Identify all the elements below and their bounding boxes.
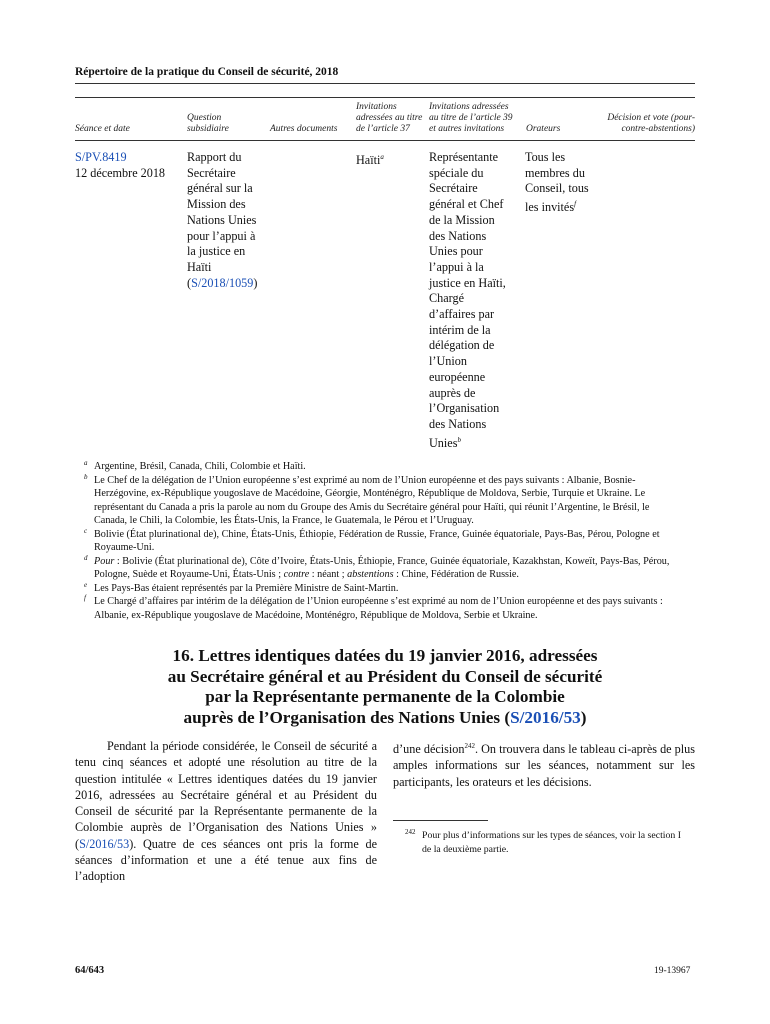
- page-footnote-rule: [393, 820, 488, 821]
- footnote-d: d Pour : Bolivie (État plurinational de), Côte d’Ivoire, États-Unis, Éthiopie, France, Guinée équatoriale, Kazakhstan, Koweït, Pays-Bas, Pérou, Pologne, Suède et Royaume-Uni, États-Unis ; contre : néant ; abstentions : Chine, Fédération de Russie.: [84, 553, 670, 580]
- footnote-ref-a: a: [380, 153, 384, 161]
- col-header-autres-documents: Autres documents: [270, 124, 338, 134]
- table-footnotes: [75, 460, 685, 622]
- seance-cell: [75, 150, 165, 181]
- page-footnote: 242 Pour plus d’informations sur les types de séances, voir la section I de la deuxième partie.: [405, 828, 682, 855]
- footnote-b: b Le Chef de la délégation de l’Union européenne s’est exprimé au nom de l’Union européenne et des pays suivants : Albanie, Bosnie-Herzégovine, ex-République yougoslave de Macédoine, Géorgie, Monténégro, République de Moldova, Serbie, Turquie et Ukraine. Le représentant du Canada a pris la parole au nom du Groupe des Amis du Secrétaire général pour Haïti, qui réunit l’Argentine, le Brésil, le Canada, le Chili, la Colombie, les États-Unis, la France, le Guatemala, le Pérou et l’Uruguay.: [84, 472, 650, 526]
- col-header-orateurs: Orateurs: [526, 124, 561, 134]
- col-header-question: Question subsidiaire: [187, 113, 229, 134]
- page-number: 64/643: [75, 965, 105, 976]
- body-paragraph-right: d’une décision$^{242}$. On trouvera dans le tableau ci-après de plus amples informations sur les séances, notamment sur les participants, les orateurs et les décisions.: [393, 742, 695, 789]
- footnote-a: a Argentine, Brésil, Canada, Chili, Colombie et Haïti.: [84, 459, 306, 472]
- document-code: 19-13967: [654, 966, 691, 976]
- body-document-link[interactable]: S/2016/53: [79, 836, 130, 851]
- footnote-ref-242: 242: [464, 742, 475, 750]
- seance-date: 12 décembre 2018: [75, 165, 166, 180]
- report-document-link[interactable]: S/2018/1059: [191, 275, 254, 290]
- footnote-ref-b: b: [457, 435, 461, 444]
- col-header-invitations-37: Invitations adressées au titre de l’article 37: [356, 102, 423, 134]
- table-header-rule: [75, 140, 695, 141]
- col-header-invitations-39: Invitations adressées au titre de l’article 39 et autres invitations: [429, 102, 513, 134]
- running-header: Répertoire de la pratique du Conseil de sécurité, 2018: [75, 66, 339, 78]
- section-heading: 16. Lettres identiques datées du 19 janvier 2016, adressées au Secrétaire général et au Président du Conseil de sécurité par la Représentante permanente de la Colombie auprès de l’Organisation des Nations Unies (S/2016/53): [167, 646, 603, 727]
- col-header-seance: Séance et date: [75, 124, 130, 134]
- footnote-e: e Les Pays-Bas étaient représentés par la Première Ministre de Saint-Martin.: [84, 580, 399, 594]
- body-paragraph-left: Pendant la période considérée, le Conseil de sécurité a tenu cinq séances et adopté une résolution au titre de la question intitulée « Lettres identiques datées du 19 janvier 2016, adressées au Secrétaire général et au Président du Conseil de sécurité par la Représentante permanente de la Colombie auprès de l’Organisation des Nations Unies » (S/2016/53). Quatre de ces séances ont pris la forme de séances d’information et une a été tenue aux fins de l’adoption: [75, 739, 377, 884]
- footnote-c: c Bolivie (État plurinational de), Chine, États-Unis, Éthiopie, Fédération de Russie, France, Guinée équatoriale, Pays-Bas, Pérou, Pologne et Royaume-Uni.: [84, 526, 660, 553]
- col-header-decision: Décision et vote (pour- contre-abstentions): [607, 113, 695, 134]
- footnote-f: f Le Chargé d’affaires par intérim de la délégation de l’Union européenne s’est exprimé au nom de l’Union européenne et des pays suivants : Albanie, ex-République yougoslave de Macédoine, Monténégro, République de Moldova, Serbie et Ukraine.: [84, 594, 663, 621]
- invitation-37-cell: Haïti$^a$: [356, 153, 384, 168]
- header-rule: [75, 83, 695, 84]
- footnote-ref-f: f: [574, 200, 577, 209]
- question-cell: Rapport du Secrétaire général sur la Mission des Nations Unies pour l’appui à la justice en Haïti (S/2018/1059): [187, 150, 258, 290]
- section-document-link[interactable]: S/2016/53: [510, 707, 581, 727]
- seance-link[interactable]: S/PV.8419: [75, 150, 127, 164]
- table-top-rule: [75, 97, 695, 98]
- orateurs-cell: Tous les membres du Conseil, tous les invités$^f$: [525, 150, 589, 215]
- invitation-39-cell: Représentante spéciale du Secrétaire général et Chef de la Mission des Nations Unies pour l’appui à la justice en Haïti, Chargé d’affaires par intérim de la délégation de l’Union européenne auprès de l’Organisation des Nations Unies$^b$: [429, 150, 506, 450]
